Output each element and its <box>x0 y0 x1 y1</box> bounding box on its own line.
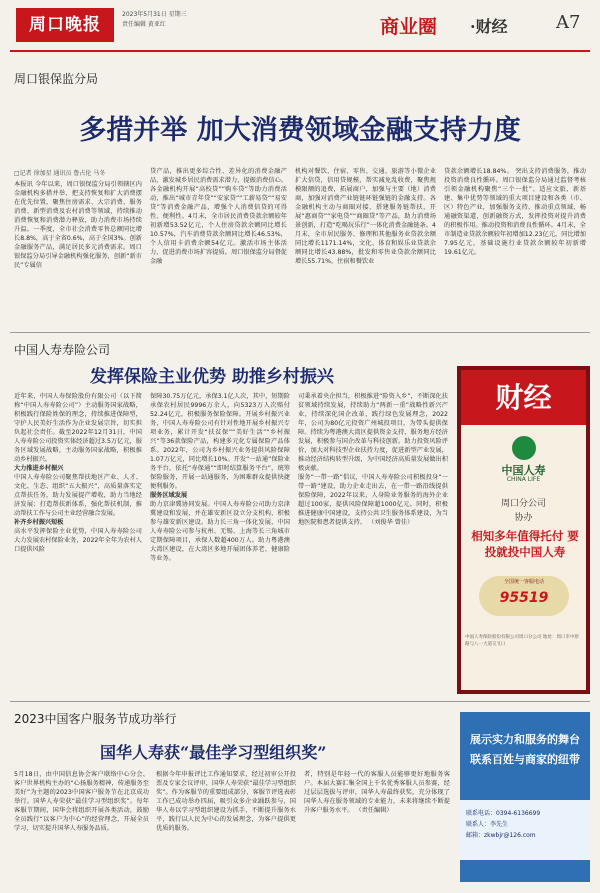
hotline-label: 全国统一客服电话 <box>503 579 544 585</box>
article1-headline: 多措并举 加大消费领域金融支持力度 <box>79 115 521 146</box>
article1-byline: □记者 徐加星 通讯员 鲁占伦 马冬 <box>14 170 106 177</box>
article2-col1-text-c: 高水平发挥保险主业优势，中国人寿寿险公司大力发展农村保险业务，2022年全年为农村人口提供风险 <box>14 528 142 553</box>
hotline-number: 95519 <box>499 590 549 606</box>
date-line: 2023年5月31日 星期三 <box>122 11 187 18</box>
article3-kicker: 2023中国客户服务节成功举行 <box>14 712 177 726</box>
article2-col3-text: 司秉承着央企担当，积极推进“险资入乡”，不断深化扶贫领域持续发展，持续助力“两新一重”战略性新兴产业，持续深化国企改革，践行绿色发展理念，2022年，公司为80亿元投资广州城投项目，为带头提供保障。持续为粤港澳大湾区提供资金支持，服务地方经济发展，积极参与国企改革与科技创新。助力投资风险评价，加大对科技型企业扶持力度，促进新型产业发展，推动经济结构转型升级，为中国经济高质量发展做出积极贡献。 <box>298 393 448 472</box>
article2-col1 <box>14 392 142 692</box>
section-title: 商业圈 <box>380 16 438 38</box>
ad-fine-print: 中国人寿保险股份有限公司周口分公司 地址：周口市中原路与八一大道交叉口 <box>465 635 579 647</box>
editor-line: 责任编辑 黄亚红 <box>122 21 166 28</box>
article3-col3-text: 者，特别是年轻一代的客服人员能够更好地服务客户。本届大赛汇集全国上千名优秀客服人员参赛，经过层层选拔与评审，国华人寿最终获奖，充分体现了国华人寿在服务领域的专业能力，未来将继续不断提升客户服务水平。 <box>304 771 450 814</box>
article1-kicker: 周口银保监分局 <box>14 72 99 86</box>
article2-kicker: 中国人寿寿险公司 <box>14 343 111 357</box>
article3-headline: 国华人寿获“最佳学习型组织奖” <box>100 743 327 762</box>
article2-col1-text-b: 中国人寿寿险公司聚焦帮扶地区产业、人才、文化、生态、组织“五大振兴”，高质量落实定点帮扶任务，助力发展提产增收，助力当地经济发展；打造帮扶新体系，强化帮扶机制，推动帮扶工作与公司主业经营融合发展。 <box>14 474 142 517</box>
ad-title: 财经 <box>495 381 552 414</box>
article3-col3 <box>304 770 450 885</box>
article2-col3 <box>298 392 448 692</box>
section-divider-2 <box>10 701 590 702</box>
article1-col2: 贷产品，推出更多综合性、差异化的消费金融产品，激发城乡居民消费需求潜力，提振消费信心。各金融机构开展“高校贷”“购车贷”等助力消费活动，推出“城市青年贷”“安家贷”“工薪易贷”“易安贷”等消费金融产品，增强个人消费信贷的可得性、便利性。4月末，全市居民消费贷款余额较年初新增53.52亿元，个人住房贷款余额同比增长10.57%，汽车消费贷款余额同比增长46.53%，个人信用卡消费余额54亿元。激活市场主体活力，促进消费市场扩容提质。周口银保监分局督促金融 <box>150 168 287 265</box>
china-life-logo-icon <box>512 436 536 460</box>
recruit-title: 展示实力和服务的舞台 联系百姓与商家的纽带 <box>470 733 580 766</box>
article2-col2 <box>150 392 290 692</box>
recruit-contact-info <box>466 808 584 841</box>
article2-subhead-2: 补齐乡村振兴短板 <box>14 519 64 526</box>
masthead-meta <box>122 10 187 30</box>
article2-subhead-3: 服务区域发展 <box>150 492 188 499</box>
section-subtitle: ·财经 <box>470 17 508 36</box>
recruit-email: 邮箱：zkwbjr@126.com <box>466 832 536 839</box>
page-number: A7 <box>556 12 581 33</box>
section-divider-1 <box>10 332 590 333</box>
ad-line2: 协办 <box>514 513 533 523</box>
article1-col3: 机构对餐饮、住宿、零售、交通、旅游等小微企业扩大信贷，信用贷规模，帮实减免乱收费，聚焦规模限额的追费，拓展商户，加强与主要（地）消费商，加强对消费产业链链环链强链的金融支持。各金融机构主动与商圈对接，搭建服务链帮扶，开展“惠商贷”“家电贷”“商圈贷”等产品，助力消费场景创新，打造“吃喝玩乐行”一体化消费金融链条。4月末，全市居民服务、修理和其他服务业贷款余额同比增长1171.14%，文化、体育和娱乐业贷款余额同比增长43.88%，批发和零售业贷款余额同比增长55.71%，住宿和餐饮业 <box>295 168 436 265</box>
ad-slogan: 相知多年值得托付 要投就投中国人寿 <box>471 529 579 559</box>
article1-col4: 贷款余额增长18.84%。 突出支持消费服务，推动投资消费良性循环。周口银保监分局通过监督考核引领金融机构聚焦“三个一批”、适应文旅、新基建、集中优势等领域的重大项目建设和各类（市、区）特色产业，加强服务支持，推动重点领域、畅通融资渠道，创新融资方式，发挥投资对提升消费的积极作用。推动投资和消费良性循环。4月末，全市制造业贷款余额较年初增加12.23亿元，同比增加7.95亿元，基础设施行业贷款余额较年初新增19.61亿元。 <box>444 168 586 256</box>
article2-headline: 发挥保险主业优势 助推乡村振兴 <box>90 367 334 387</box>
article2-col2-text-b: 助力京津冀协同发展。中国人寿寿险公司助力京津冀建设和发展，并在雄安新区设立分支机构，积极参与雄安新区建设。助力长三角一体化发展，中国人寿寿险公司参与杭州、无锡、上海等长三角城市定期保障项目，承保人数超400万人。助力粤港澳大湾区建设，在大湾区多地开展团体养老、健康险等业务。 <box>150 501 290 562</box>
article1-col1: 本报讯 今年以来，周口银保监分局引领辖区内金融机构多措并举，把支持恢复和扩大消费摆在优先位置，聚焦住房需求、大宗消费、服务消费、新型消费及农村消费等领域，持续推动消费恢复和消费潜力释放，助力消费市场持续升温。一季度，全市社会消费零售总额同比增长8.8%，高于全省0.6%，高于全国3%。创新金融服务产品，满足居民多元消费需求。周口银保监分局引导金融机构强化服务，创新“新市民”专属信 <box>14 181 142 269</box>
newspaper-logo: 周口晚报 <box>16 8 114 42</box>
ad-brand-cn: 中国人寿 <box>501 464 546 477</box>
ad-line1: 周口分公司 <box>500 499 546 509</box>
china-life-advertisement <box>457 366 590 694</box>
article2-col3-text-b: 服务“一带一路”倡议，中国人寿寿险公司积极投身“一带一路”建设，助力企业走出去，在一带一路沿线提供保险保障，2022年以来，人身险业务服务的海外企业超过100家，提供风险保障超1000亿元。同时，积极推进健康中国建设，支持公共卫生服务体系建设，为当地医院和患者提供支持。 <box>298 474 448 526</box>
article3-col1: 5月18日，由中国信息协会客户联络中心分会、客户世界机构主办的“心扬服务精神，传递服务至美好”为主题的2023中国客户服务节在北京成功举行。国华人寿荣获“最佳学习型组织奖”。每年客服节期间，国华会将组织开展各类活动，鼓励全员践行“以客户为中心”的经营理念，开展全员学习，切实提升国华人寿服务品质。 <box>14 771 149 832</box>
article3-credit: （责任编辑） <box>355 807 393 814</box>
ad-brand-en: CHINA LIFE <box>506 476 541 483</box>
article2-subhead-1: 大力推进乡村振兴 <box>14 465 64 472</box>
recruit-phone: 联系电话：0394-6136699 <box>466 810 541 817</box>
article2-col2-text: 保障30.75万亿元，承保3.1亿人次，其中，短期险承保农村居民9996万余人，向5323万人次赔付52.24亿元，积极服务保险保障。开展乡村振兴业务，中国人寿寿险公司有针对性地开展乡村振兴专项业务，累计开发“扶贫保”“美好生活”“乡村振兴”等36款保险产品，构建多元化专属保险产品体系。2022年，公司为乡村振兴业务提供风险保障1.07万亿元，同比增长10%。开发“一站通”保险业务平台，依托“寿保通”“即时结算服务平台”，统筹保险服务，开展一站通服务，为困难群众提供快捷便利服务。 <box>150 393 290 490</box>
article2-col1-text: 近年来，中国人寿保险股份有限公司（以下简称“中国人寿寿险公司”）主动服务国家战略，积极践行保险姓保的理念，持续推进保障型，守护人民美好生活作为企业发展宗旨，切实担负起社会责任。截至2022年12月31日，中国人寿寿险公司投资实体经济超过3.5万亿元，服务区域发展战略，主动服务国家战略，积极推动乡村振兴。 <box>14 393 142 463</box>
article3-col2: 根据今年申报评比工作通知要求，经过初审公开投票及专家会议评审，国华人寿荣获“最佳学习型组织奖”。作为客服节的重要组成部分，客服节评选表彰工作已成功举办四届，吸引众多企业踊跃参与，国华人寿以学习型组织建设为抓手，不断提升服务水平，践行以人民为中心的发展理念，为客户提供更优质的服务。 <box>156 771 296 832</box>
recruit-contact-person: 联系人：李先生 <box>466 821 509 828</box>
article2-credit: （刘俊华 曾佳） <box>368 519 414 526</box>
masthead-rule <box>10 50 590 52</box>
